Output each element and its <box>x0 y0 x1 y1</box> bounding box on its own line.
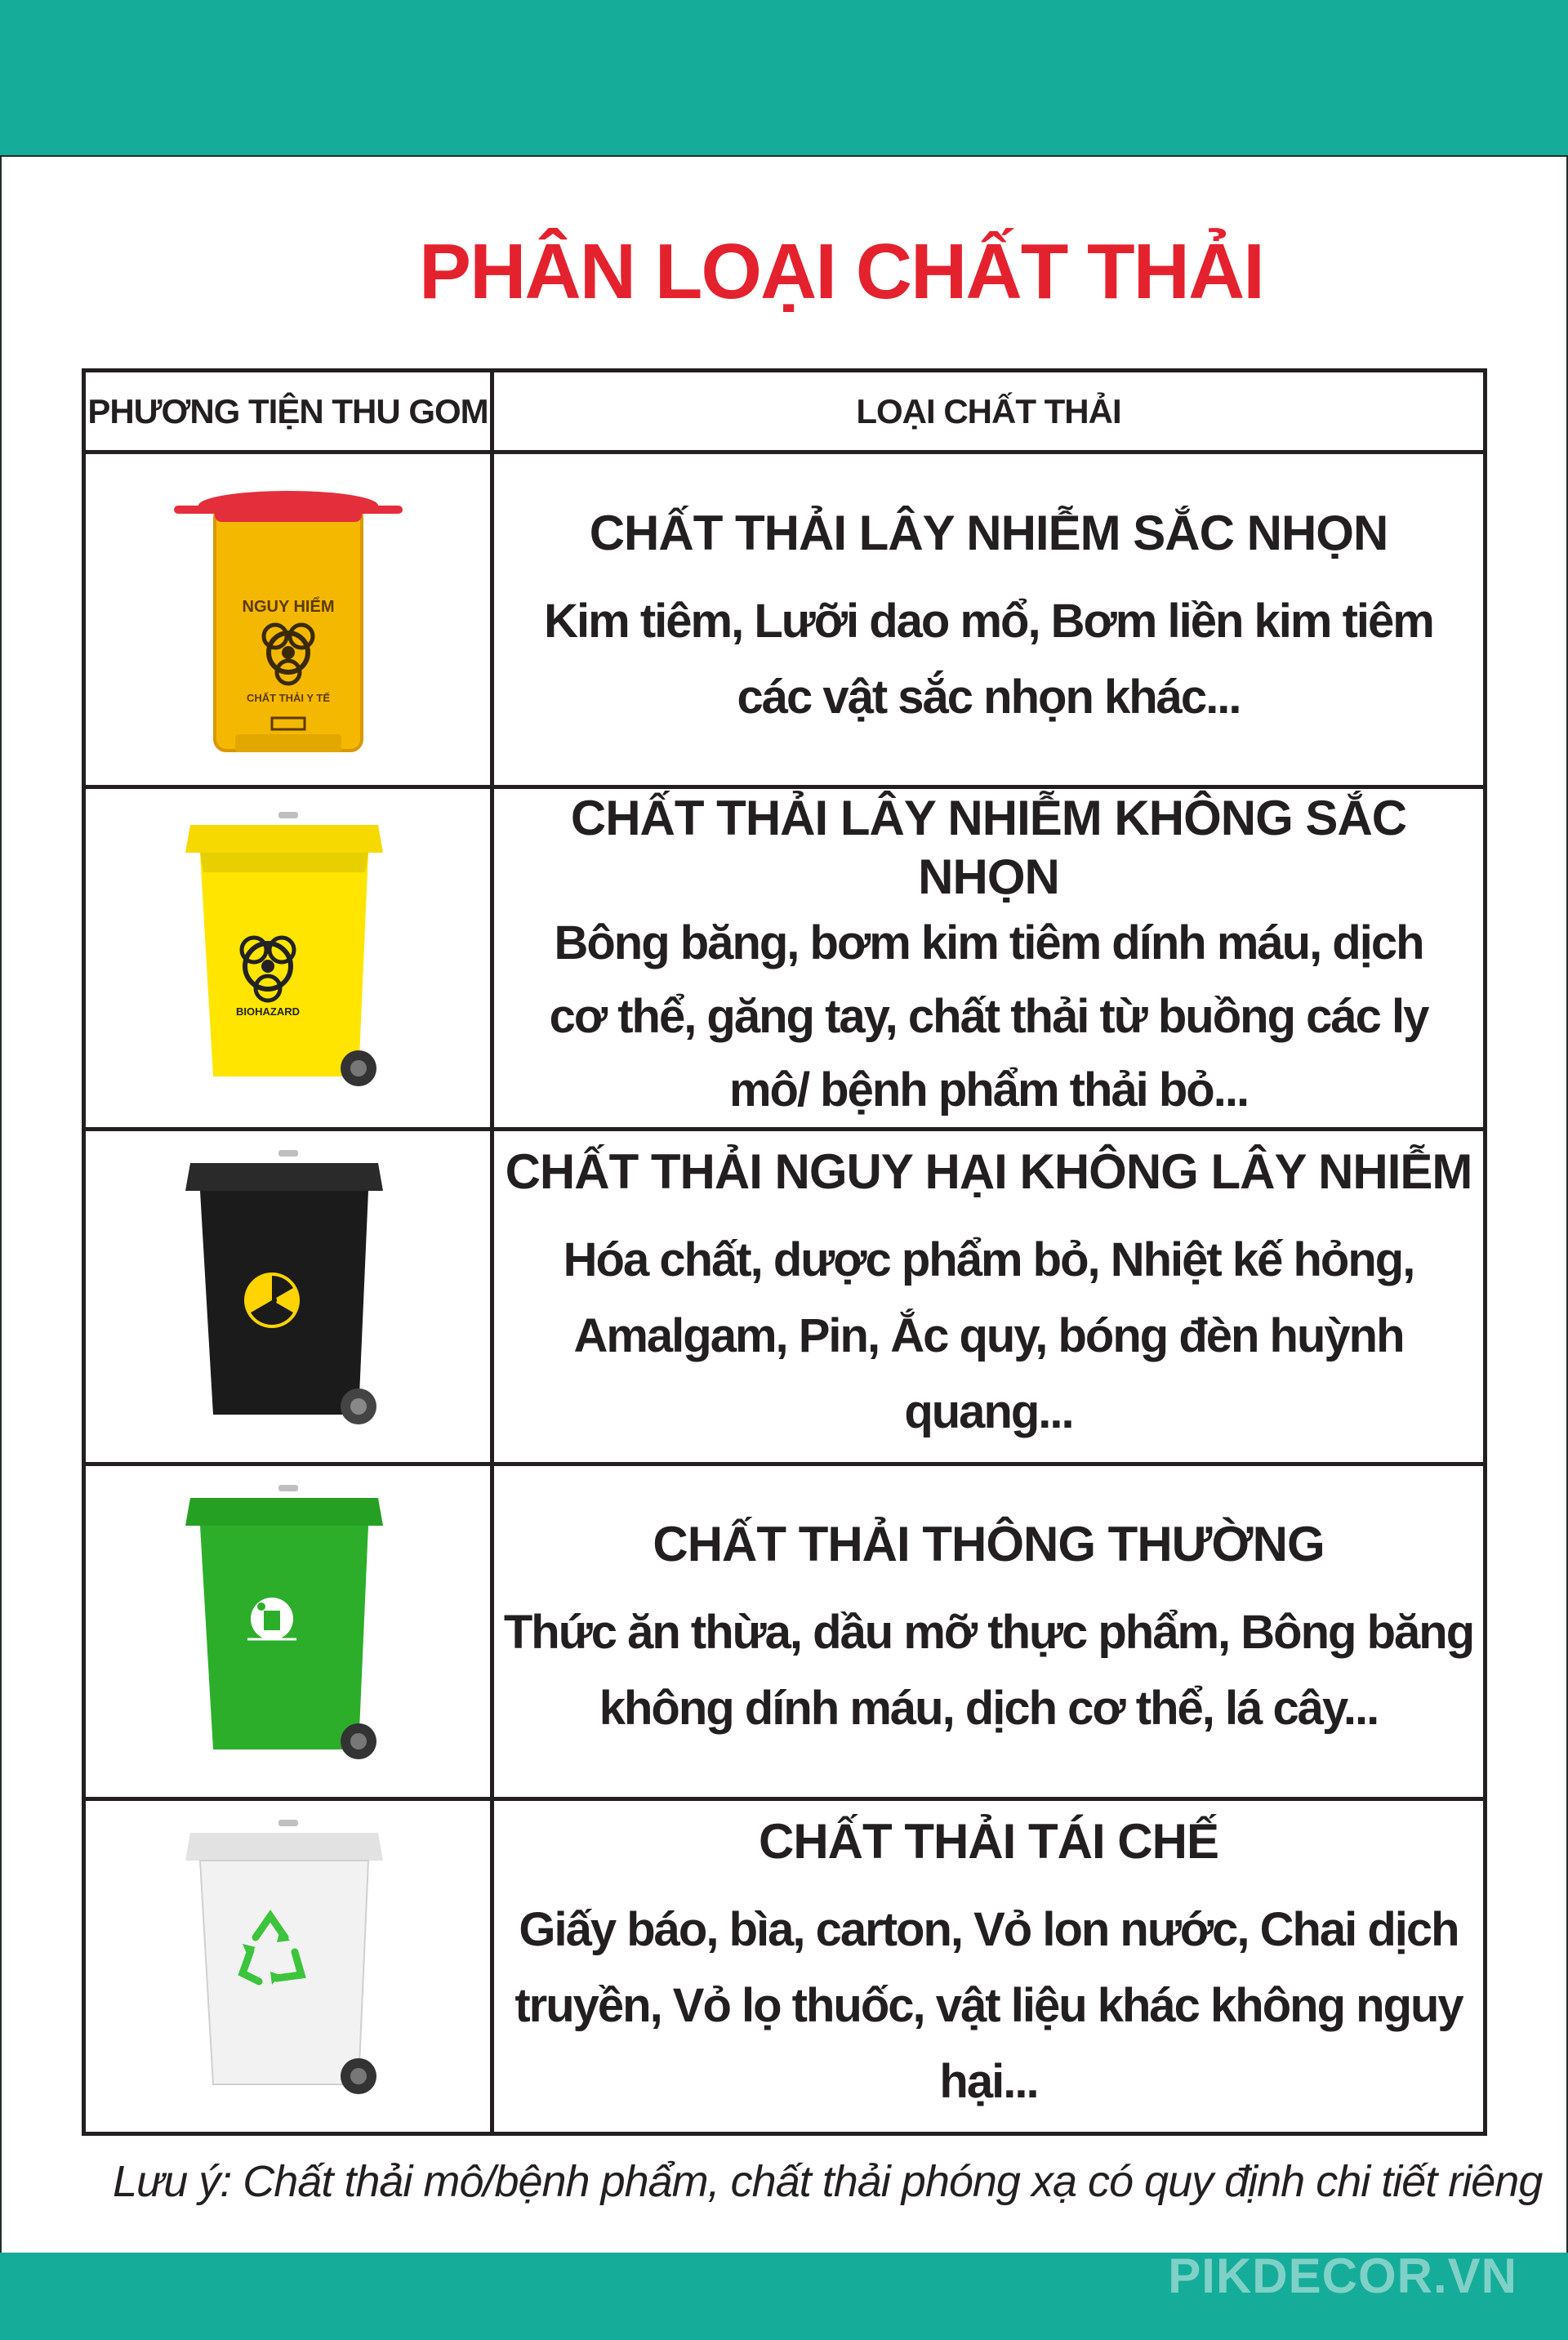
category-description <box>494 584 1483 736</box>
category-description <box>494 907 1483 1127</box>
description-line: Hóa chất, dược phẩm bỏ, Nhiệt kế hỏng, <box>563 1232 1414 1286</box>
header-waste-type: LOẠI CHẤT THẢI <box>492 371 1486 452</box>
top-band <box>0 0 1568 157</box>
table-row <box>84 1129 1486 1464</box>
description-line: Bông băng, bơm kim tiêm dính máu, dịch <box>554 916 1423 969</box>
footnote: Lưu ý: Chất thải mô/bệnh phẩm, chất thải phóng xạ có quy định chi tiết riêng <box>113 2157 1543 2206</box>
page-title: PHÂN LOẠI CHẤT THẢI <box>419 228 1263 315</box>
category-description <box>494 1223 1483 1450</box>
category-title: CHẤT THẢI LÂY NHIỄM KHÔNG SẮC NHỌN <box>570 791 1407 904</box>
category-title: CHẤT THẢI THÔNG THƯỜNG <box>653 1517 1325 1572</box>
table-row <box>84 1464 1486 1798</box>
general-waste-bin-icon <box>158 1480 419 1782</box>
category-title: CHẤT THẢI TÁI CHẾ <box>759 1813 1218 1869</box>
waste-type-cell <box>492 787 1486 1130</box>
sharps-sublabel: CHẤT THẢI Y TẾ <box>246 691 330 704</box>
description-line: Thức ăn thừa, dầu mỡ thực phẩm, Bông băng <box>503 1606 1474 1660</box>
sharps-container-icon <box>158 473 419 767</box>
description-line: các vật sắc nhọn khác... <box>737 670 1241 724</box>
category-title: CHẤT THẢI LÂY NHIỄM SẮC NHỌN <box>589 505 1388 560</box>
table-header-row <box>84 371 1486 452</box>
description-line: Giấy báo, bìa, carton, Vỏ lon nước, Chai dịch <box>519 1902 1459 1956</box>
description-line: Amalgam, Pin, Ắc quy, bóng đèn huỳnh quang... <box>573 1308 1404 1438</box>
waste-type-cell <box>492 1798 1486 2133</box>
category-title: CHẤT THẢI NGUY HẠI KHÔNG LÂY NHIỄM <box>505 1143 1472 1199</box>
description-line: mô/ bệnh phẩm thải bỏ... <box>728 1063 1249 1117</box>
description-line: Kim tiêm, Lưỡi dao mổ, Bơm liền kim tiêm <box>544 594 1433 648</box>
waste-type-cell <box>492 1129 1486 1464</box>
biohazard-label: BIOHAZARD <box>235 1005 300 1018</box>
category-description <box>494 1892 1483 2119</box>
description-line: cơ thể, găng tay, chất thải từ buồng các ly <box>549 989 1428 1043</box>
waste-type-cell <box>492 1464 1486 1798</box>
description-line: truyền, Vỏ lọ thuốc, vật liệu khác không nguy hại... <box>514 1978 1463 2108</box>
waste-type-cell <box>492 452 1486 787</box>
header-collection-means: PHƯƠNG TIỆN THU GOM <box>84 371 492 452</box>
waste-classification-table <box>82 368 1487 2136</box>
table-row <box>84 1798 1486 2133</box>
category-description <box>494 1595 1483 1747</box>
table-row <box>84 452 1486 787</box>
sharps-label: NGUY HIỂM <box>242 597 334 616</box>
bin-cell <box>84 1464 492 1798</box>
radiation-bin-icon <box>158 1145 419 1447</box>
biohazard-bin-icon <box>158 807 419 1109</box>
bin-cell <box>84 787 492 1130</box>
recycle-bin-icon <box>158 1815 419 2117</box>
bin-cell <box>84 452 492 787</box>
description-line: không dính máu, dịch cơ thể, lá cây... <box>599 1682 1379 1736</box>
table-row <box>84 787 1486 1130</box>
watermark: PIKDECOR.VN <box>1168 2249 1517 2303</box>
bin-cell <box>84 1798 492 2133</box>
bin-cell <box>84 1129 492 1464</box>
